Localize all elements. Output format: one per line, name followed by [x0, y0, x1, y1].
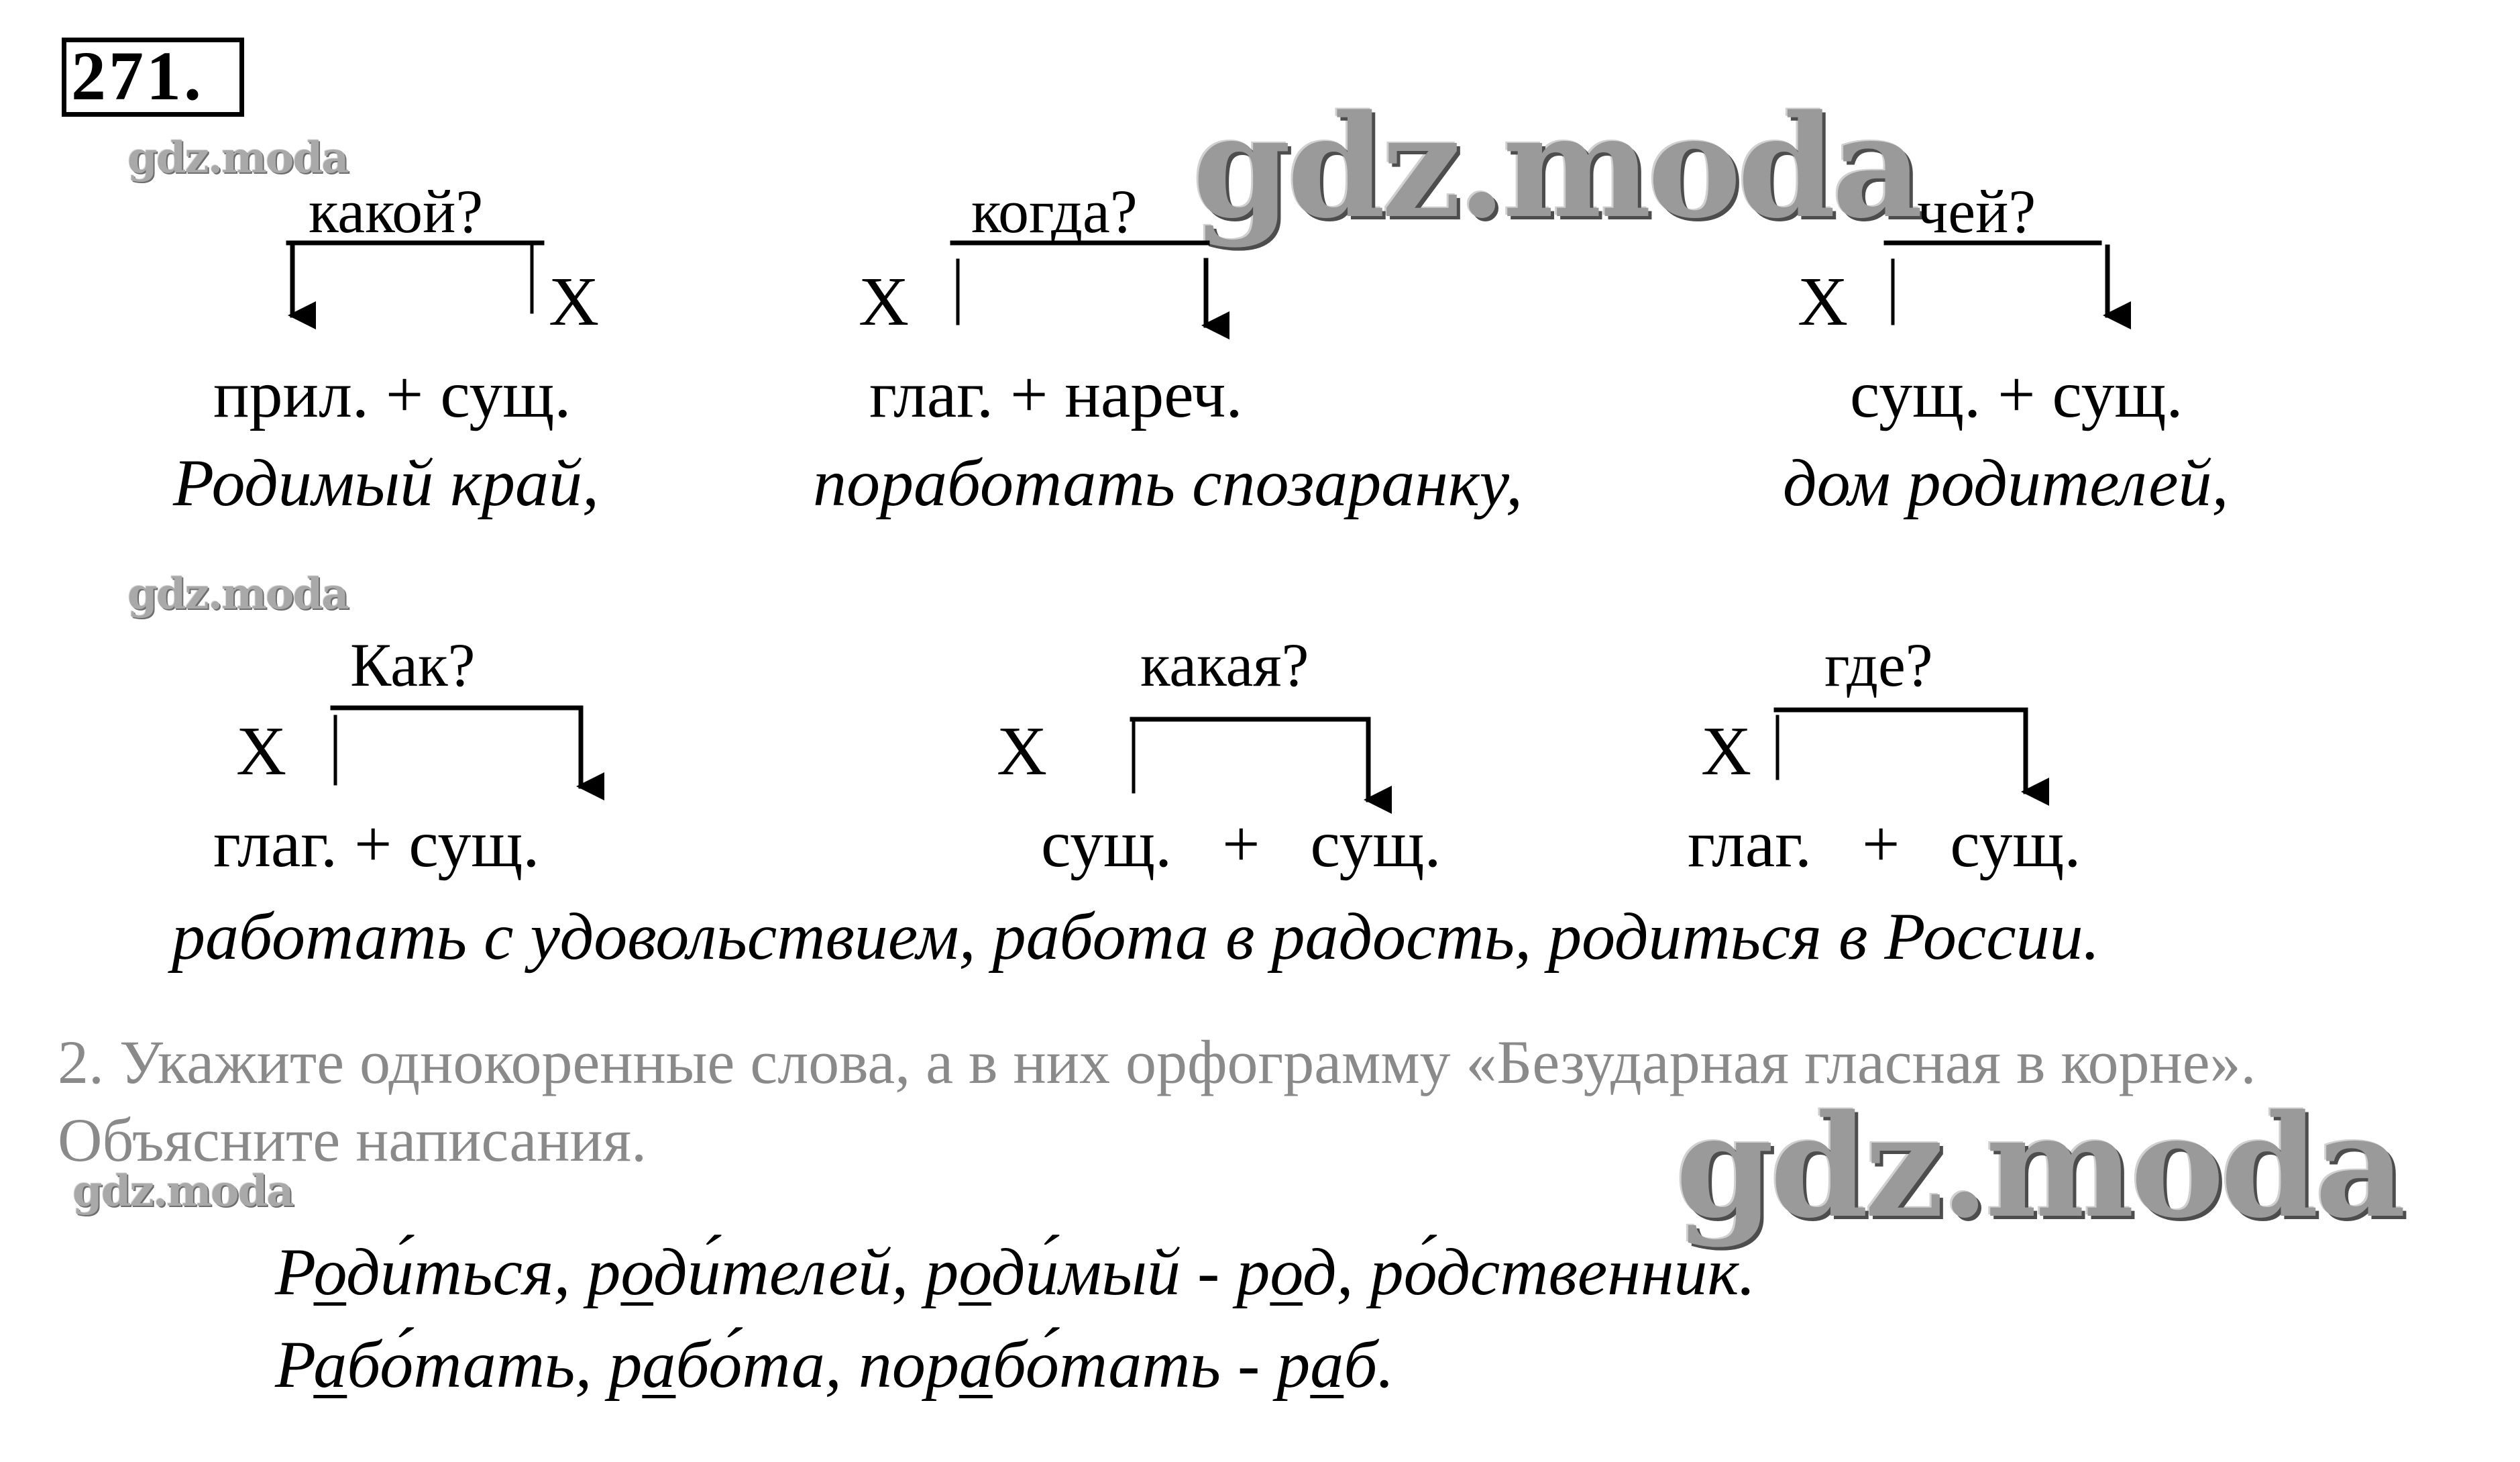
parts-4: глаг. + сущ. — [213, 806, 540, 881]
answer-text: бо́та, пор — [675, 1327, 959, 1402]
example-2: поработать спозаранку, — [813, 446, 1523, 520]
unstressed-vowel: о — [620, 1235, 654, 1309]
diagram-2 — [952, 243, 1207, 325]
task-2-line-2: Объясните написания. — [58, 1106, 647, 1174]
example-3: дом родителей, — [1783, 446, 2229, 520]
unstressed-vowel: а — [642, 1327, 676, 1402]
x-mark-2: X — [859, 263, 910, 340]
parts-2: глаг. + нареч. — [869, 357, 1243, 431]
watermark-large: gdz.moda — [1676, 1084, 2403, 1249]
question-3: чей? — [1917, 177, 2036, 246]
unstressed-vowel: о — [313, 1235, 347, 1309]
exercise-number: 271. — [71, 38, 204, 115]
answer-text: ди́телей, р — [653, 1235, 959, 1309]
parts-1: прил. + сущ. — [213, 357, 571, 431]
answer-text: Р — [275, 1327, 314, 1402]
answer-text: Р — [275, 1235, 314, 1309]
diagram-6 — [1776, 710, 2026, 792]
x-mark-4: X — [236, 713, 287, 790]
answer-text: бо́тать - р — [992, 1327, 1311, 1402]
watermark-small: gdz.moda — [127, 569, 348, 619]
x-mark-3: X — [1798, 263, 1849, 340]
watermark-small: gdz.moda — [72, 1166, 293, 1216]
parts-5: сущ. + сущ. — [1041, 806, 1441, 881]
watermark-large: gdz.moda — [1193, 84, 1920, 250]
answer-text: д, ро́дственник. — [1303, 1235, 1756, 1309]
task-2-line-1: 2. Укажите однокоренные слова, а в них орфограмму «Безударная гласная в корне». — [58, 1028, 2256, 1096]
unstressed-vowel: а — [958, 1327, 993, 1402]
diagram-3 — [1886, 243, 2107, 323]
unstressed-vowel: а — [313, 1327, 347, 1402]
diagram-5 — [1132, 719, 1368, 800]
answer-text: бо́тать, р — [347, 1327, 643, 1402]
example-row-2: работать с удовольствием, работа в радость, родиться в России. — [172, 899, 2100, 974]
answer-text: ди́мый - р — [991, 1235, 1270, 1309]
unstressed-vowel: о — [1270, 1235, 1303, 1309]
question-1: какой? — [309, 177, 484, 246]
question-5: какая? — [1140, 631, 1309, 699]
unstressed-vowel: о — [958, 1235, 991, 1309]
unstressed-vowel: а — [1310, 1327, 1344, 1402]
parts-6: глаг. + сущ. — [1688, 806, 2081, 881]
example-1: Родимый край, — [173, 446, 600, 520]
question-2: когда? — [971, 177, 1138, 246]
answer-text: ди́ться, р — [346, 1235, 621, 1309]
answer-line-1 — [275, 1233, 1755, 1310]
question-4: Как? — [350, 631, 476, 699]
question-6: где? — [1824, 631, 1933, 699]
diagram-1 — [288, 243, 542, 315]
answer-text: б. — [1344, 1327, 1394, 1402]
parts-3: сущ. + сущ. — [1850, 357, 2183, 431]
x-mark-1: X — [549, 263, 600, 340]
answer-line-2 — [275, 1326, 1394, 1403]
watermark-small: gdz.moda — [127, 133, 348, 183]
x-mark-6: X — [1701, 713, 1752, 790]
x-mark-5: X — [997, 713, 1048, 790]
diagram-4 — [333, 708, 581, 786]
